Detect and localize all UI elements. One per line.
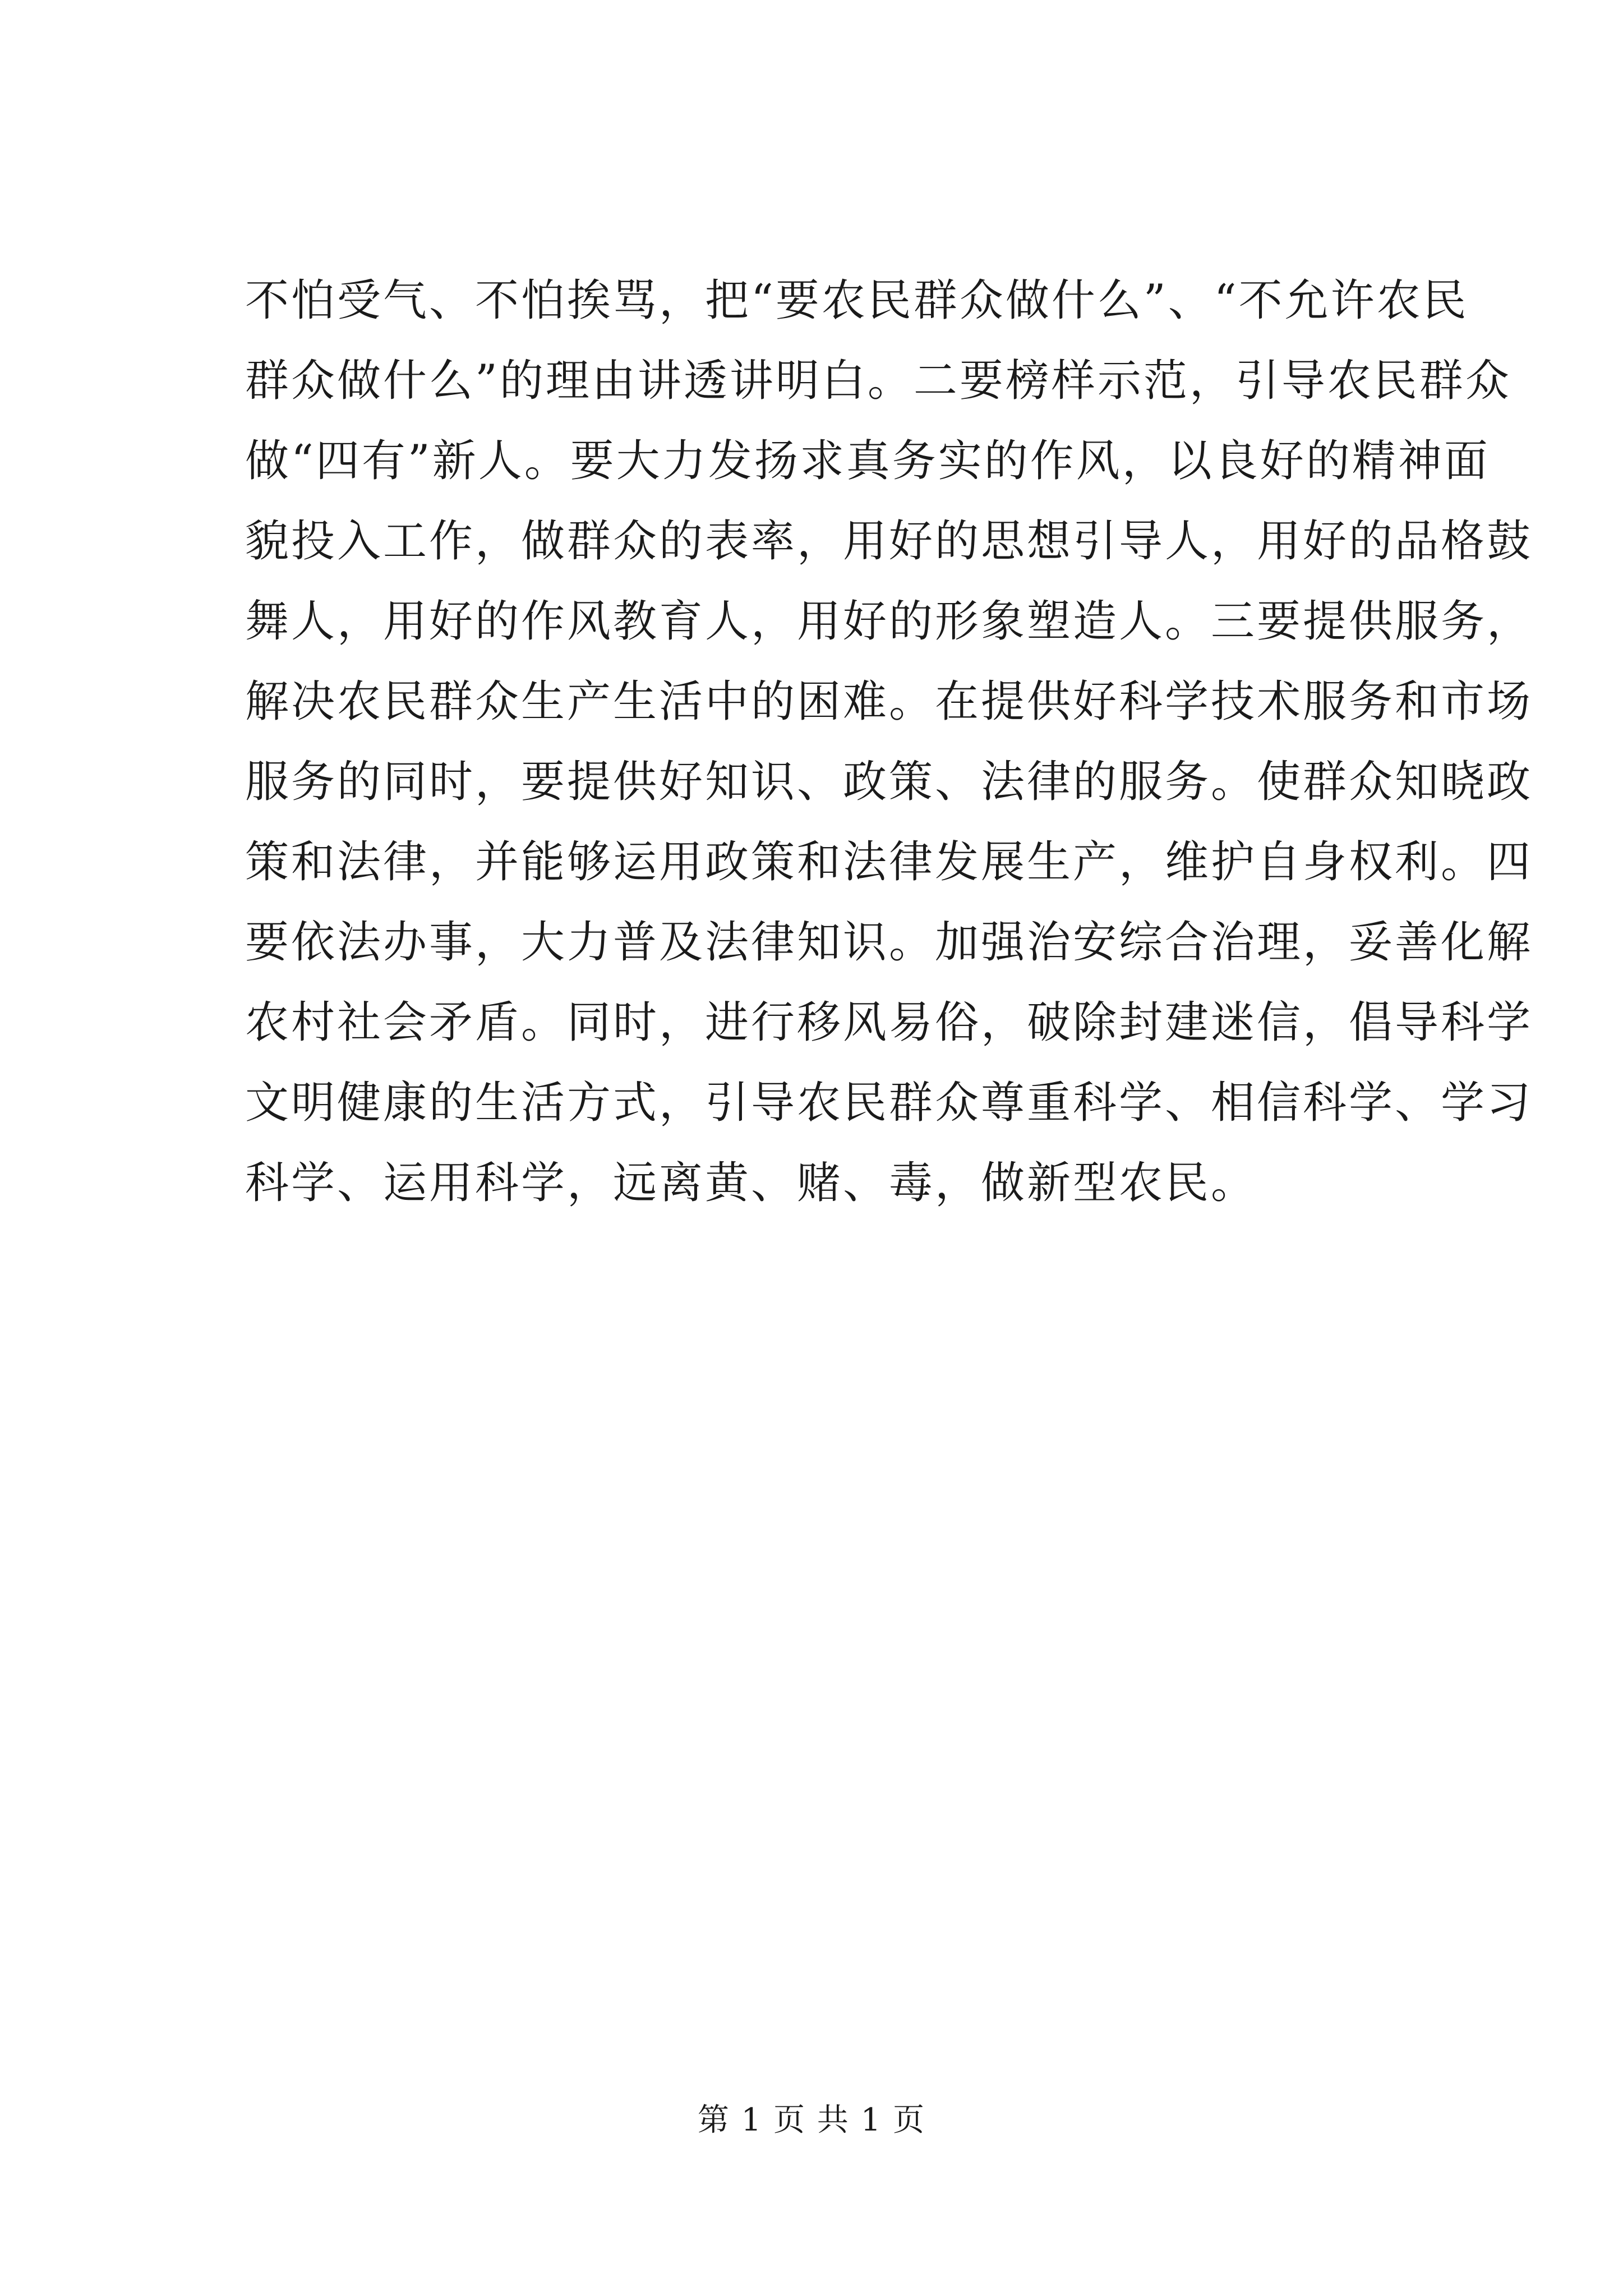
text-line: 科学、运用科学，远离黄、赌、毒，做新型农民。 [245, 1158, 1257, 1208]
text-line: 农村社会矛盾。同时，进行移风易俗，破除封建迷信，倡导科学 [245, 997, 1533, 1048]
page-footer: 第 1 页 共 1 页 [697, 2102, 926, 2138]
text-line: 群众做什么”的理由讲透讲明白。二要榜样示范，引导农民群众 [245, 356, 1511, 406]
text-line: 做“四有”新人。要大力发扬求真务实的作风，以良好的精神面 [245, 436, 1490, 486]
text-line: 解决农民群众生产生活中的困难。在提供好科学技术服务和市场 [245, 677, 1533, 727]
text-line: 貌投入工作，做群众的表率，用好的思想引导人，用好的品格鼓 [245, 516, 1533, 567]
text-line: 策和法律，并能够运用政策和法律发展生产，维护自身权利。四 [245, 837, 1533, 887]
text-line: 不怕受气、不怕挨骂，把“要农民群众做什么”、“不允许农民 [245, 275, 1469, 326]
text-line: 服务的同时，要提供好知识、政策、法律的服务。使群众知晓政 [245, 757, 1533, 807]
text-line: 要依法办事，大力普及法律知识。加强治安综合治理，妥善化解 [245, 917, 1533, 968]
text-line: 舞人，用好的作风教育人，用好的形象塑造人。三要提供服务， [245, 596, 1533, 647]
text-line: 文明健康的生活方式，引导农民群众尊重科学、相信科学、学习 [245, 1078, 1533, 1128]
body-paragraph [245, 261, 1533, 1223]
